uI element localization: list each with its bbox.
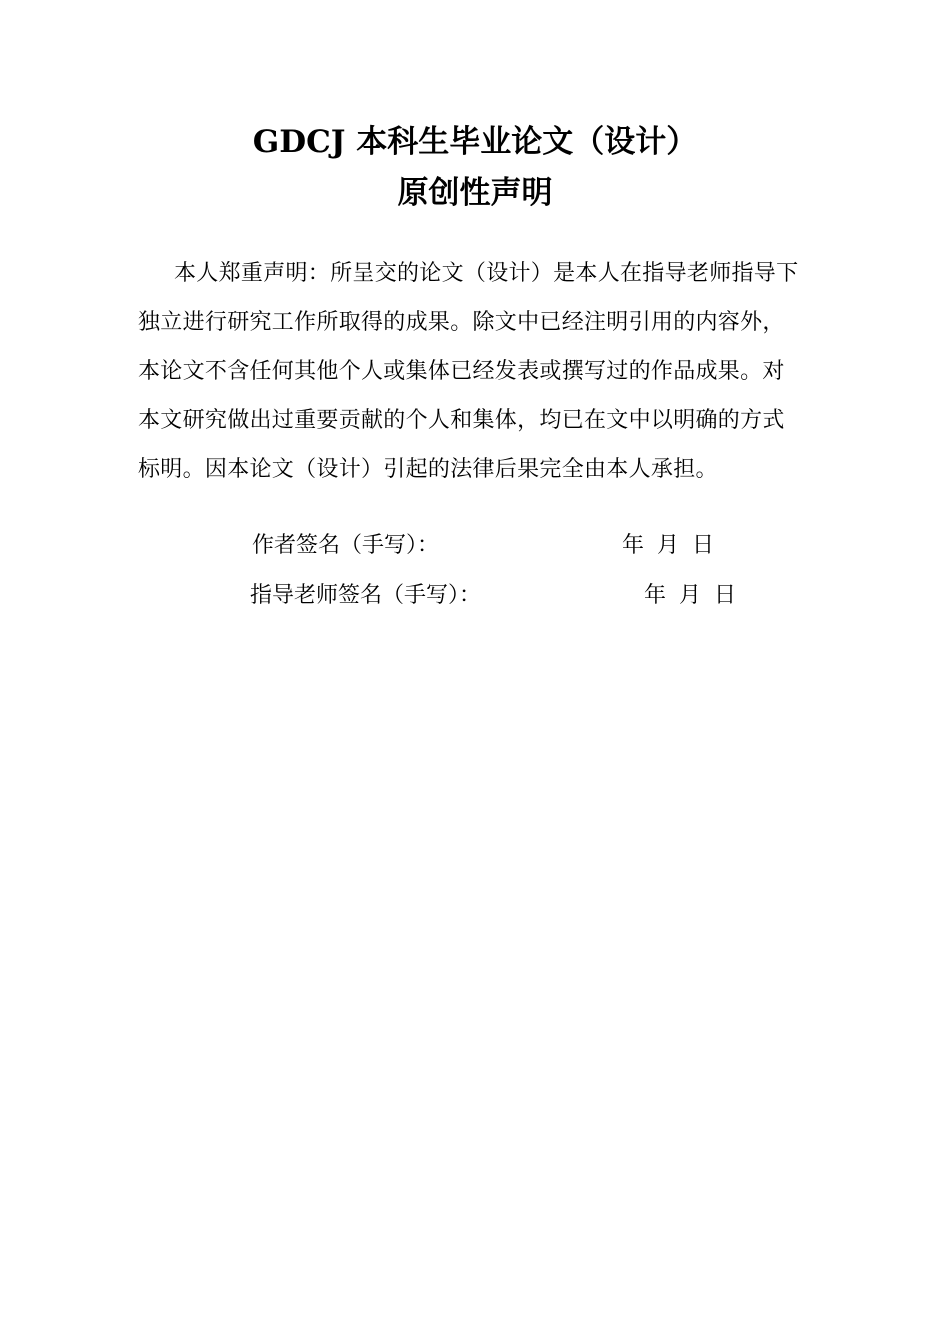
author-signature-date: 年 月 日 xyxy=(622,533,714,558)
document-subtitle: 原创性声明 xyxy=(397,175,553,211)
paragraph-line: 本论文不含任何其他个人或集体已经发表或撰写过的作品成果。对 xyxy=(138,359,785,384)
paragraph-line: 独立进行研究工作所取得的成果。除文中已经注明引用的内容外， xyxy=(138,310,785,335)
advisor-signature-label: 指导老师签名（手写）： xyxy=(250,583,482,608)
author-signature-label: 作者签名（手写）： xyxy=(252,533,440,558)
paragraph-line: 标明。因本论文（设计）引起的法律后果完全由本人承担。 xyxy=(138,457,718,482)
advisor-signature-date: 年 月 日 xyxy=(644,583,736,608)
paragraph-line: 本文研究做出过重要贡献的个人和集体，均已在文中以明确的方式 xyxy=(138,408,785,433)
paragraph-line: 本人郑重声明：所呈交的论文（设计）是本人在指导老师指导下 xyxy=(174,261,799,286)
document-title: GDCJ 本科生毕业论文（设计） xyxy=(252,124,698,160)
